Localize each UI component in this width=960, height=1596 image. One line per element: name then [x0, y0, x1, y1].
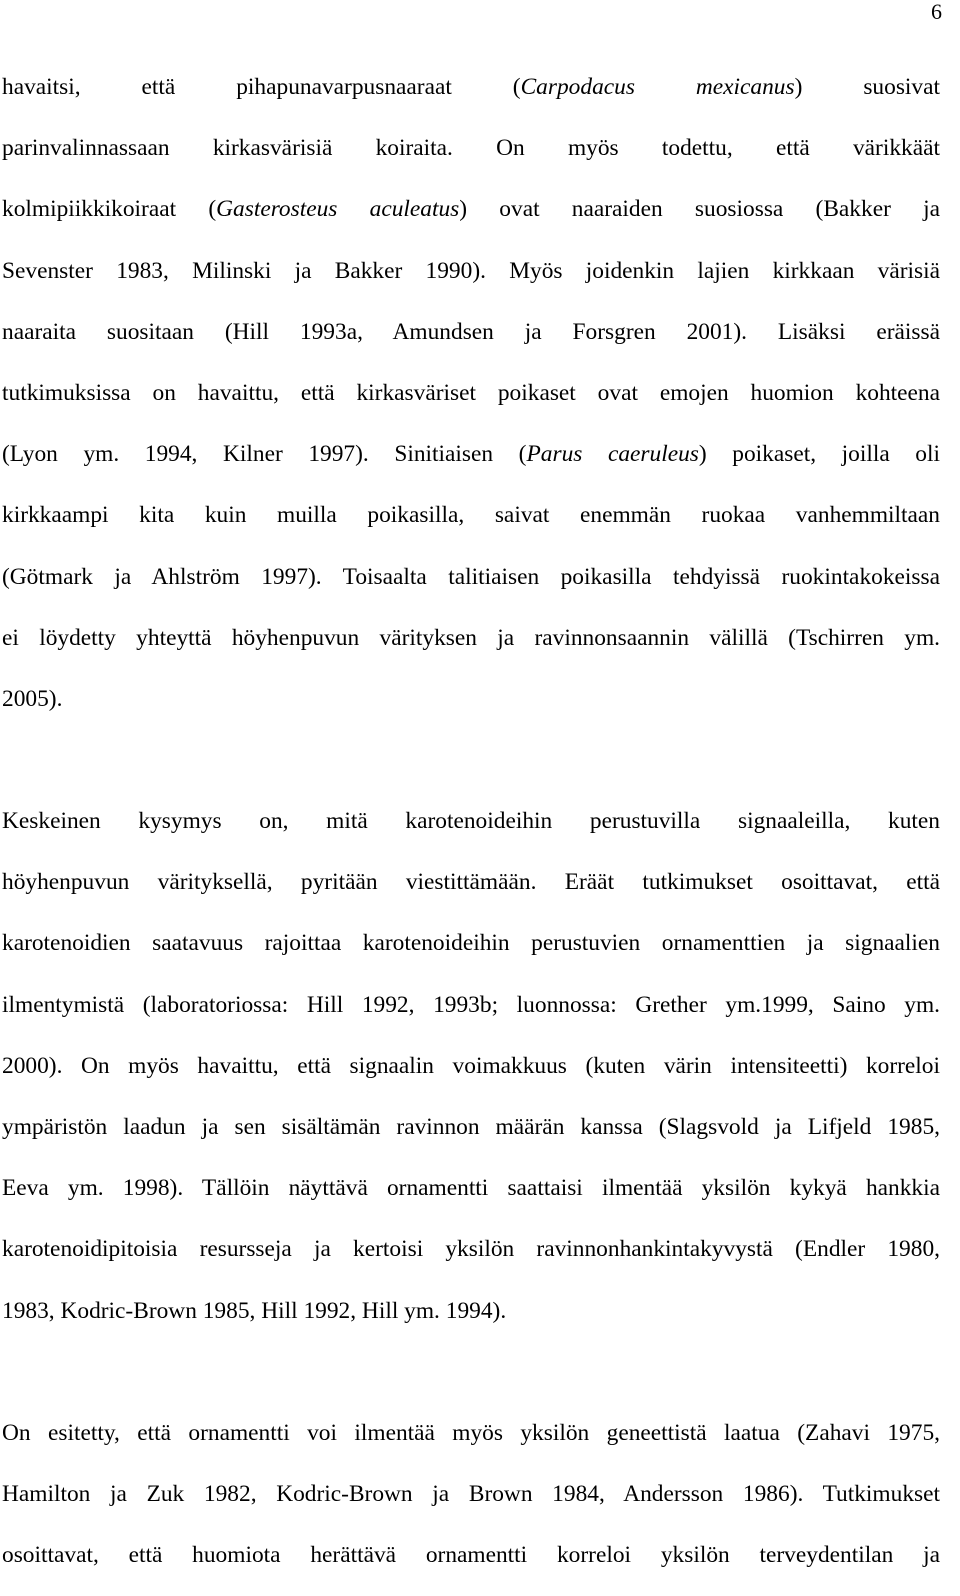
text-line [2, 57, 940, 118]
text-line [2, 241, 940, 302]
text-line [2, 608, 940, 669]
text-segment: ilmentymistä (laboratoriossa: Hill 1992, 1993b; luonnossa: Grether ym.1999, Saino ym. [2, 991, 940, 1018]
text-segment: (Götmark ja Ahlström 1997). Toisaalta talitiaisen poikasilla tehdyissä ruokintakokeissa [2, 563, 940, 590]
species-name: Carpodacus mexicanus [520, 74, 795, 100]
paragraph-3 [2, 1403, 940, 1587]
page-number: 6 [931, 0, 942, 24]
paragraph-1 [2, 57, 940, 730]
text-segment: On esitetty, että ornamentti voi ilmentää myös yksilön geneettistä laatua (Zahavi 1975, [2, 1419, 940, 1446]
text-line [2, 1525, 940, 1586]
text-line [2, 913, 940, 974]
text-line [2, 424, 940, 485]
text-segment: parinvalinnassaan kirkasvärisiä koiraita. On myös todettu, että värikkäät [2, 135, 940, 162]
text-segment: naaraita suositaan (Hill 1993a, Amundsen ja Forsgren 2001). Lisäksi eräissä [2, 318, 940, 345]
text-segment: tutkimuksissa on havaittu, että kirkasväriset poikaset ovat emojen huomion kohteena [2, 379, 940, 406]
species-name: Parus caeruleus [526, 441, 699, 468]
text-segment: ) suosivat [794, 74, 941, 100]
text-segment: Eeva ym. 1998). Tällöin näyttävä ornamentti saattaisi ilmentää yksilön kykyä hankkia [2, 1175, 940, 1202]
text-segment: karotenoidien saatavuus rajoittaa karotenoideihin perustuvien ornamenttien ja signaalien [2, 930, 940, 957]
text-line [2, 975, 940, 1036]
text-segment: ) poikaset, joilla oli [698, 441, 940, 468]
text-segment: havaitsi, että pihapunavarpusnaaraat ( [2, 74, 521, 100]
text-line [2, 791, 940, 852]
text-line [2, 669, 940, 730]
text-segment: kolmipiikkikoiraat ( [2, 196, 217, 223]
text-line [2, 1219, 940, 1280]
text-segment: Sevenster 1983, Milinski ja Bakker 1990). Myös joidenkin lajien kirkkaan värisiä [2, 257, 940, 284]
text-segment: 1983, Kodric-Brown 1985, Hill 1992, Hill ym. 1994). [2, 1297, 507, 1324]
text-line [2, 1036, 940, 1097]
text-segment: (Lyon ym. 1994, Kilner 1997). Sinitiaisen ( [2, 441, 527, 468]
text-segment: 2005). [2, 685, 63, 712]
text-line [2, 1464, 940, 1525]
text-segment: Keskeinen kysymys on, mitä karotenoideihin perustuvilla signaaleilla, kuten [2, 808, 940, 835]
species-name: Gasterosteus aculeatus [216, 196, 460, 223]
text-line [2, 1097, 940, 1158]
text-line [2, 547, 940, 608]
text-line [2, 118, 940, 179]
text-segment: 2000). On myös havaittu, että signaalin voimakkuus (kuten värin intensiteetti) korreloi [2, 1052, 940, 1079]
text-segment: osoittavat, että huomiota herättävä ornamentti korreloi yksilön terveydentilan ja [2, 1542, 940, 1569]
text-line [2, 1403, 940, 1464]
text-line [2, 363, 940, 424]
document-body [2, 57, 940, 1586]
text-line [2, 179, 940, 240]
text-line [2, 1281, 940, 1342]
text-segment: kirkkaampi kita kuin muilla poikasilla, saivat enemmän ruokaa vanhemmiltaan [2, 502, 940, 529]
text-segment: Hamilton ja Zuk 1982, Kodric-Brown ja Brown 1984, Andersson 1986). Tutkimukset [2, 1480, 940, 1507]
text-line [2, 485, 940, 546]
text-segment: karotenoidipitoisia resursseja ja kertoisi yksilön ravinnonhankintakyvystä (Endler 1980, [2, 1236, 940, 1263]
text-line [2, 852, 940, 913]
text-segment: ) ovat naaraiden suosiossa (Bakker ja [459, 196, 940, 223]
text-line [2, 302, 940, 363]
text-segment: ympäristön laadun ja sen sisältämän ravinnon määrän kanssa (Slagsvold ja Lifjeld 1985, [2, 1114, 940, 1140]
text-segment: höyhenpuvun värityksellä, pyritään viestittämään. Eräät tutkimukset osoittavat, että [2, 869, 940, 896]
text-line [2, 1158, 940, 1219]
text-segment: ei löydetty yhteyttä höyhenpuvun värityksen ja ravinnonsaannin välillä (Tschirren ym. [2, 624, 940, 651]
paragraph-2 [2, 791, 940, 1342]
